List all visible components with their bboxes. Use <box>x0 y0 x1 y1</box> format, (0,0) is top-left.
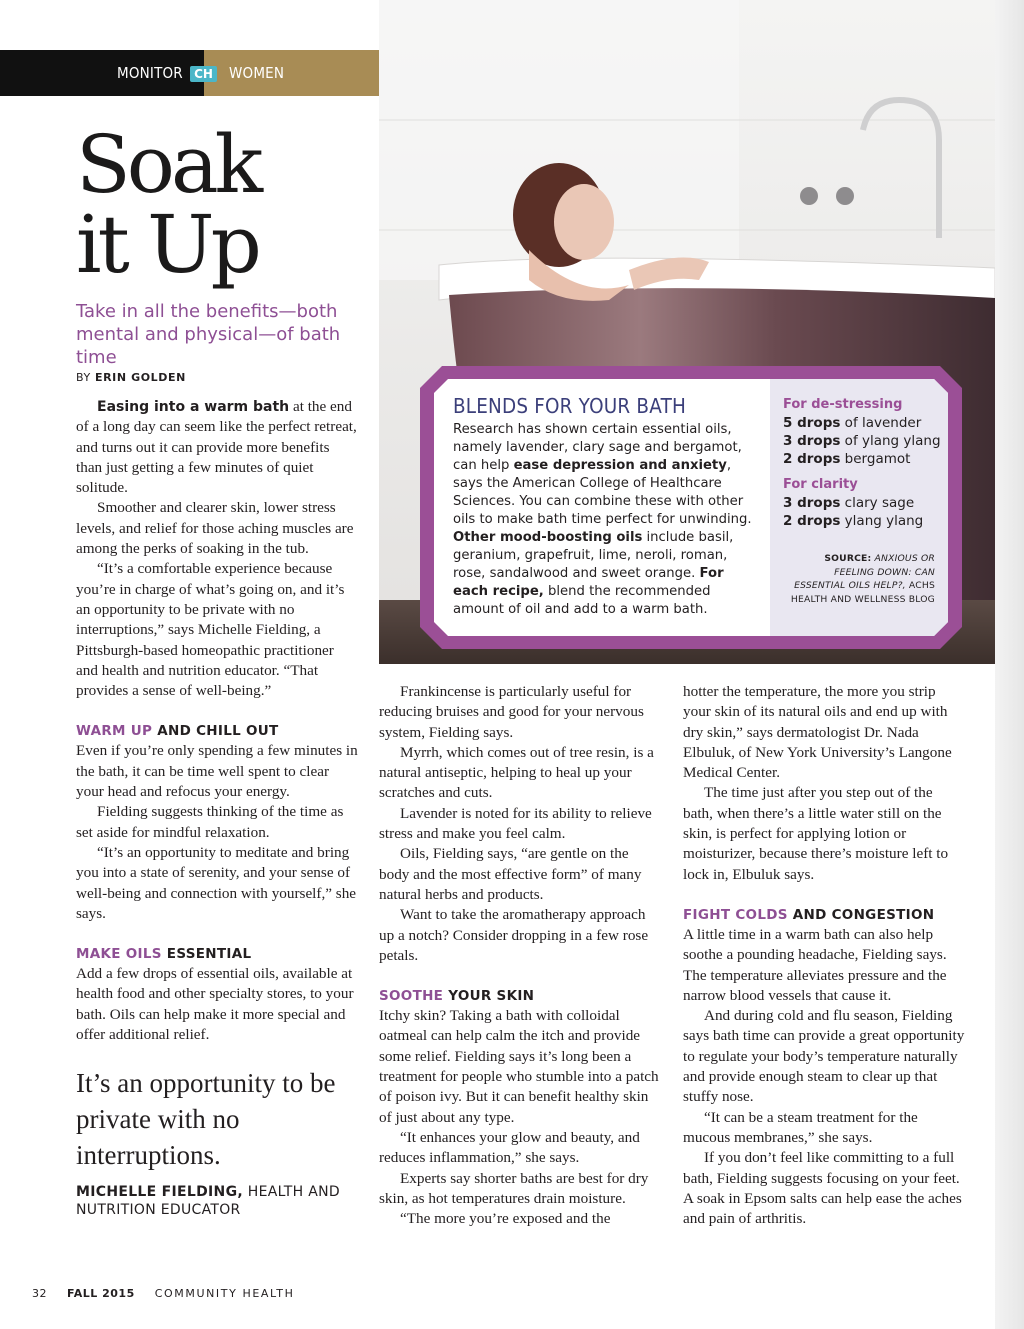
recipe-amount: 5 drops <box>783 415 841 431</box>
community-health-logo: CH <box>190 66 217 82</box>
subhead-rest: YOUR SKIN <box>443 988 535 1005</box>
subhead-warm-up <box>76 721 358 741</box>
recipe-amount: 2 drops <box>783 513 841 529</box>
page-edge-strip <box>995 0 1024 1329</box>
recipe-oil: clary sage <box>840 495 915 511</box>
intro-paragraph <box>76 397 358 498</box>
subhead-make-oils <box>76 944 358 964</box>
paragraph: “It can be a steam treatment for the mucous membranes,” she says. <box>683 1108 918 1146</box>
pull-quote: It’s an opportunity to be private with no interruptions. <box>76 1068 336 1171</box>
paragraph: Even if you’re only spending a few minutes in the bath, it can be time well spent to clear your head and refocus your energy. <box>76 742 358 801</box>
blends-text: blend the recommended amount of oil and add to a warm bath. <box>453 584 711 617</box>
source-rest: ACHS HEALTH AND WELLNESS BLOG <box>790 580 935 605</box>
paragraph: “It’s a comfortable experience because you’re in charge of what’s going on, and it’s an opportunity to be private with no interruptions,” says Michelle Fielding, a Pittsburgh-based homeopathic practitioner and health and nutrition educator. “That provides a sense of well-being.” <box>76 560 345 700</box>
paragraph: And during cold and flu season, Fielding says bath time can provide a great opportunity to regulate your body’s temperature naturally and provide enough steam to clear up that stuffy nose. <box>683 1007 965 1106</box>
subhead-rest: AND CHILL OUT <box>152 723 279 740</box>
recipe-line <box>783 450 943 468</box>
subhead-rest: AND CONGESTION <box>787 906 935 923</box>
subhead-accent: SOOTHE <box>379 988 444 1005</box>
intro-rest: at the end of a long day can seem like the perfect retreat, and turns out it can provide more benefits than just getting a few minutes of quiet solitude. <box>76 398 357 497</box>
section-label-women: WOMEN <box>229 64 285 82</box>
source-title: ANXIOUS OR FEELING DOWN: CAN ESSENTIAL OILS HELP?, <box>794 553 935 591</box>
paragraph: Smoother and clearer skin, lower stress levels, and relief for those aching muscles are among the perks of soaking in the tub. <box>76 499 354 558</box>
paragraph: “The more you’re exposed and the <box>400 1210 611 1228</box>
recipe-amount: 2 drops <box>783 451 841 467</box>
attribution-role: HEALTH AND NUTRITION EDUCATOR <box>76 1184 340 1219</box>
byline <box>76 371 186 384</box>
recipe-line <box>783 432 943 450</box>
subhead-accent: MAKE OILS <box>76 946 162 963</box>
recipe-line <box>783 414 943 432</box>
paragraph: Oils, Fielding says, “are gentle on the body and the most effective form” of many natural herbs and products. <box>379 845 642 903</box>
recipe-oil: of ylang ylang <box>840 433 941 449</box>
recipe-clarity <box>783 476 943 530</box>
article-column-2 <box>379 682 661 1229</box>
paragraph: Add a few drops of essential oils, available at health food and other specialty stores, to your bath. Oils can help make it more special and offer additional relief. <box>76 965 354 1044</box>
paragraph: Itchy skin? Taking a bath with colloidal oatmeal can help calm the itch and provide some relief. Fielding says it’s long been a treatment for people who stumble into a patch of poison ivy. But it can benefit healthy skin of just about any type. <box>379 1007 659 1126</box>
article-subtitle: Take in all the benefits—both mental and physical—of bath time <box>76 301 341 368</box>
blends-highlight: Other mood-boosting oils <box>453 530 643 545</box>
paragraph: Experts say shorter baths are best for dry skin, as hot temperatures drain moisture. <box>379 1169 649 1207</box>
intro-lead: Easing into a warm bath <box>97 399 290 415</box>
paragraph: “It’s an opportunity to meditate and bring you into a state of serenity, and your sense of well-being and connection with yourself,” she says. <box>76 843 357 922</box>
blends-text: include basil, geranium, grapefruit, lime, neroli, roman, rose, sandalwood and sweet orange. <box>453 530 734 581</box>
paragraph: Myrrh, which comes out of tree resin, is a natural antiseptic, helping to heal up your scratches and cuts. <box>379 743 654 802</box>
article-column-1 <box>76 397 358 1219</box>
title-line-2: it Up <box>76 198 258 291</box>
paragraph: If you don’t feel like committing to a full bath, Fielding suggests focusing on your feet. A soak in Epsom salts can help ease the aches and pain of arthritis. <box>683 1149 962 1228</box>
issue-date: FALL 2015 <box>67 1287 135 1300</box>
recipe-oil: ylang ylang <box>840 513 924 529</box>
recipe-title: For de-stressing <box>783 397 903 412</box>
blends-text: Research has shown certain essential oils, namely lavender, clary sage and bergamot, can help <box>453 422 742 473</box>
paragraph: “It enhances your glow and beauty, and reduces inflammation,” she says. <box>379 1128 640 1167</box>
magazine-name: COMMUNITY HEALTH <box>154 1287 295 1300</box>
paragraph: A little time in a warm bath can also help soothe a pounding headache, Fielding says. The temperature alleviates pressure and the narrow blood vessels that cause it. <box>683 925 947 1004</box>
byline-author: ERIN GOLDEN <box>94 371 186 384</box>
byline-prefix: BY <box>76 371 91 384</box>
blends-highlight: For each recipe, <box>453 566 724 599</box>
paragraph: Want to take the aromatherapy approach up a notch? Consider dropping in a few rose petals. <box>379 906 649 964</box>
article-column-3 <box>683 682 965 1229</box>
recipe-title: For clarity <box>783 477 858 492</box>
recipe-destressing <box>783 396 943 468</box>
recipe-list <box>783 396 943 606</box>
subhead-accent: FIGHT COLDS <box>683 906 788 923</box>
pull-quote-attribution <box>76 1183 358 1219</box>
recipe-oil: of lavender <box>840 415 922 431</box>
page-footer <box>32 1287 294 1300</box>
recipe-line <box>783 494 943 512</box>
blends-highlight: ease depression and anxiety <box>513 458 727 473</box>
paragraph: Lavender is noted for its ability to relieve stress and make you feel calm. <box>379 804 652 843</box>
article-title <box>76 118 396 291</box>
paragraph: Frankincense is particularly useful for reducing bruises and good for your nervous system, Fielding says. <box>379 683 644 741</box>
recipe-amount: 3 drops <box>783 433 841 449</box>
subhead-rest: ESSENTIAL <box>161 946 252 963</box>
page-number: 32 <box>32 1287 47 1300</box>
blends-body <box>453 421 758 619</box>
blends-title: BLENDS FOR YOUR BATH <box>453 394 687 418</box>
subhead-accent: WARM UP <box>76 723 153 740</box>
source-label: SOURCE: <box>824 553 872 564</box>
paragraph: The time just after you step out of the bath, when there’s a little water still on the skin, is perfect for applying lotion or moisturizer, because there’s moisture left to lock in, Elbuluk says. <box>683 784 949 883</box>
recipe-amount: 3 drops <box>783 495 841 511</box>
blends-text: , says the American College of Healthcare Sciences. You can combine these with other oils to make bath time perfect for unwinding. <box>453 458 752 527</box>
subhead-fight-colds <box>683 905 965 925</box>
recipe-line <box>783 512 943 530</box>
recipe-oil: bergamot <box>840 451 911 467</box>
paragraph: hotter the temperature, the more you strip your skin of its natural oils and end up with dry skin,” says dermatologist Dr. Nada Elbuluk, of New York University’s Langone Medical Center. <box>683 683 952 782</box>
attribution-name: MICHELLE FIELDING, <box>76 1184 243 1201</box>
subhead-soothe-skin <box>379 986 661 1006</box>
paragraph: Fielding suggests thinking of the time as set aside for mindful relaxation. <box>76 803 344 841</box>
section-label-monitor: MONITOR <box>117 64 183 82</box>
title-line-1: Soak <box>76 118 260 211</box>
source-credit <box>783 552 935 606</box>
